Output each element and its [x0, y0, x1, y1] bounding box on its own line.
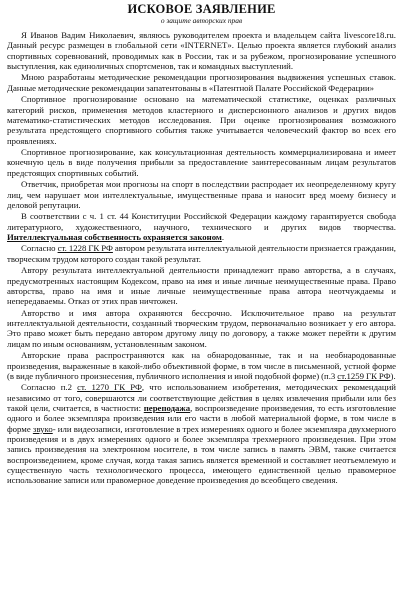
paragraph-authorship-rights: Автору результата интеллектуальной деятельности принадлежит право авторства, а в случаях, предусмотренных настоящим Кодексом, право на имя и иные личные неимущественные права. Право авторства, право на имя и иные личные неимущественные права автора неотчуждаемы и непередаваемы. Отказ от этих прав ничтожен. — [7, 265, 396, 307]
paragraph-authorship-protection: Авторство и имя автора охраняются бессрочно. Исключительное право на результат интеллектуальной деятельности, созданный творческим трудом, первоначально возникает у его автора. Это право может быть передано автором другому лицу по договору, а также может перейти к другим лицам по иным основаниям, установленным законом. — [7, 307, 396, 349]
paragraph-article-1259 — [7, 350, 396, 381]
article-1270-text-c: - или видеозаписи, изготовление в трех измерениях одного и более экземпляра двухмерного произведения и в двух измерениях одного и более экземпляра трехмерного произведения. При этом запись произведения на электронном носителе, в том числе запись в память ЭВМ, также считается воспроизведением, кроме случая, когда такая запись является временной и составляет неотъемлемую и существенную часть технологического процесса, имеющего единственной целью правомерное использование записи или правомерное доведение произведения до всеобщего сведения. — [7, 423, 396, 486]
resale-emphasis: переподажа — [143, 402, 191, 413]
article-1270-text-a: , что использованием изобретения, методических рекомендаций независимо от того, совершаются ли соответствующие действия в целях извлечения прибыли или без такой цели, считается, в частности: — [7, 382, 396, 413]
article-1270-lead: Согласно п.2 — [21, 382, 78, 393]
document-title: ИСКОВОЕ ЗАЯВЛЕНИЕ — [127, 2, 276, 16]
paragraph-commercialization: Спортивное прогнозирование, как консультационная деятельность коммерциализирована и имеет конечную цель в виде получения прибыли за предоставление заинтересованным лицам результатов предстоящих спортивных событий. — [7, 147, 396, 178]
paragraph-constitution — [7, 211, 396, 242]
paragraph-methodology: Мною разработаны методические рекомендации прогнозирования выдвижения успешных ставок. Данные методические рекомендации запатентованы в «Патентной Палате Российской Федерации» — [7, 72, 396, 93]
paragraph-forecasting-basis: Спортивное прогнозирование основано на математической статистике, оценках различных категорий рисков, применения методов кластерного и дисперсионного анализов и других видов математико-статистических методов исследования. При оценке прогнозирования возможного результата предстоящего спортивного события также учитывается человеческий фактор во всех его проявлениях. — [7, 94, 396, 146]
article-1259-text: Авторские права распространяются как на обнародованные, так и на необнародованные произведения, выраженные в какой-либо объективной форме, в том числе в письменной, устной форме (в виде публичного произнесения, публичного исполнения и иной подобной форме) (п.3 — [7, 350, 396, 381]
paragraph-article-1228 — [7, 243, 396, 264]
article-1259-link[interactable]: ст.1259 ГК РФ — [337, 370, 391, 381]
constitution-text: В соответствии с ч. 1 ст. 44 Конституции Российской Федерации каждому гарантируется свобода литературного, художественного, научного, технического и других видов творчества. — [7, 211, 396, 232]
ip-protected-emphasis: Интеллектуальная собственность охраняется законом — [7, 232, 222, 242]
paragraph-article-1270 — [7, 382, 396, 485]
document-subtitle: о защите авторских прав — [160, 16, 243, 25]
paragraph-intro: Я Иванов Вадим Николаевич, являюсь руководителем проекта и владельцем сайта livescore18.ru. Данный ресурс размещен в глобальной сети «INTERNET». Целью проекта является глубокий анализ спортивных соревнований, проводимых как в России, так и за рубежом, прогнозирование успешного выступления, как единоличных спортсменов, так и командных выступлений. — [7, 30, 396, 72]
article-1228-link[interactable]: ст. 1228 ГК РФ — [57, 243, 113, 254]
article-1270-text-b: , воспроизведение произведения, то есть изготовление одного и более экземпляра произведения или его части в любой материальной форме, в том числе в форме — [7, 402, 397, 434]
paragraph-defendant: Ответчик, приобретая мои прогнозы на спорт в последствии распродает их неопределенному кругу лиц, чем нарушает мои интеллектуальные, имущественные права и наносит вред моему бизнесу и деловой репутации. — [7, 179, 396, 210]
constitution-end: . — [221, 232, 225, 242]
article-1228-text: автором результата интеллектуальной деятельности признается гражданин, творческим трудом которого создан такой результат. — [7, 243, 396, 264]
spellcheck-word: звуко — [32, 423, 53, 434]
article-1259-end: ). — [390, 370, 396, 381]
article-1228-lead: Согласно — [21, 243, 58, 254]
article-1270-link[interactable]: ст. 1270 ГК РФ — [77, 382, 142, 393]
